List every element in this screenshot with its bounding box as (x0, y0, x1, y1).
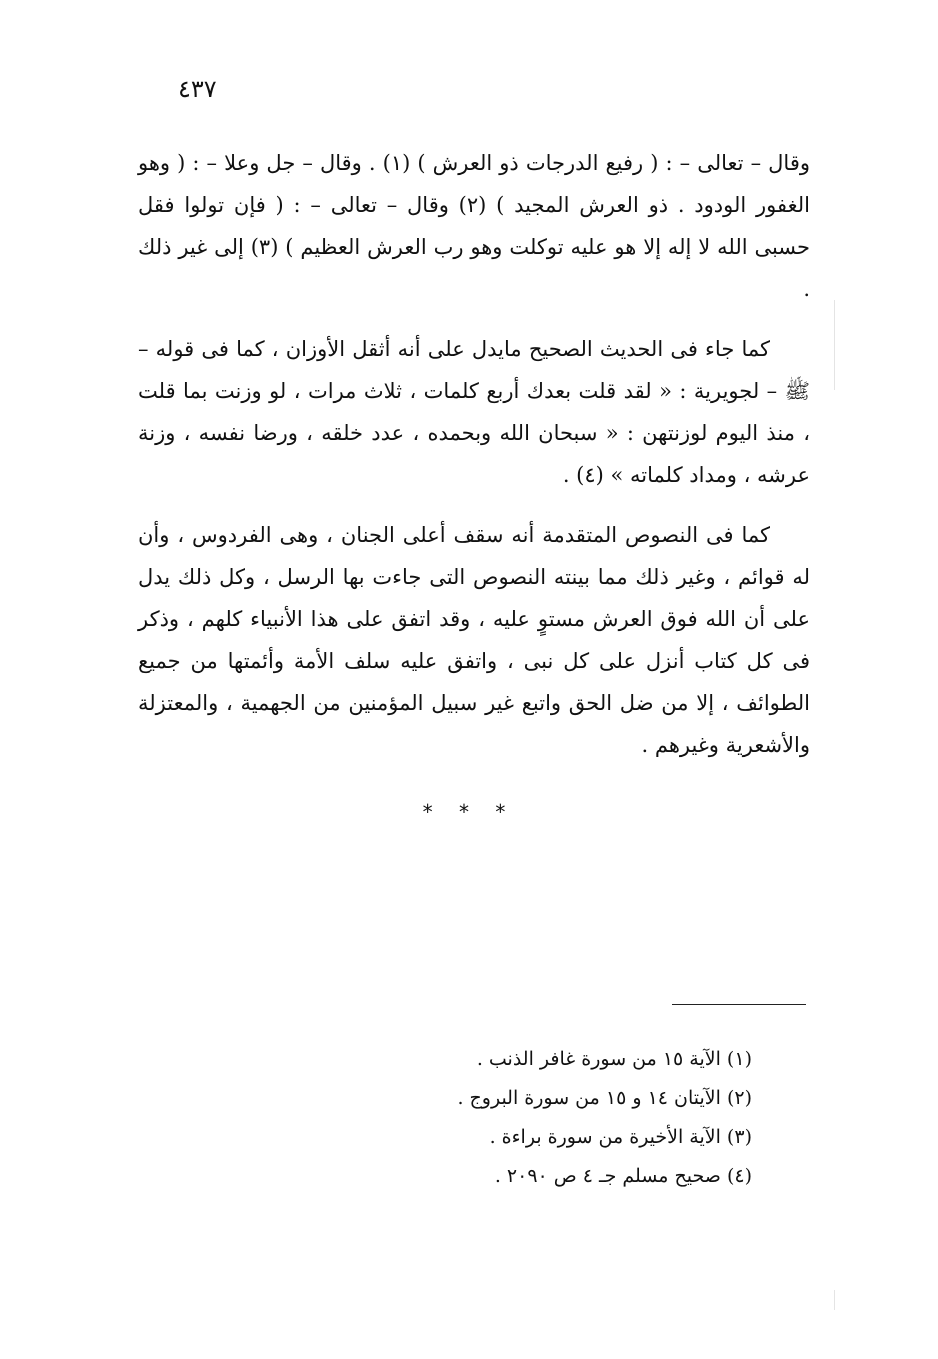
footnotes (200, 1040, 752, 1196)
footnote-4: (٤) صحيح مسلم جـ ٤ ص ٢٠٩٠ . (494, 1165, 752, 1187)
footnote-2: (٢) الآيتان ١٤ و ١٥ من سورة البروج . (457, 1087, 752, 1109)
footnote-3: (٣) الآية الأخيرة من سورة براءة . (489, 1126, 752, 1148)
scan-artifact (834, 1290, 835, 1310)
paragraph-hadith-juwayriya: كما جاء فى الحديث الصحيح مايدل على أنه أثقل الأوزان ، كما فى قوله – ﷺ – لجويرية : « لقد قلت بعدك أربع كلمات ، ثلاث مرات ، لو وزنت بما قلت ، منذ اليوم لوزنتهن : « سبحان الله وبحمده ، عدد خلقه ، ورضا نفسه ، وزنة عرشه ، ومداد كلماته » (٤) . (138, 337, 810, 487)
section-separator: * * * (422, 800, 516, 824)
footnote-divider (672, 1004, 806, 1005)
main-text (138, 142, 810, 784)
paragraph-throne-verses: وقال – تعالى – : ( رفيع الدرجات ذو العرش ) (١) . وقال – جل وعلا – : ( وهو الغفور الودود . ذو العرش المجيد ) (٢) وقال – تعالى – : ( فإن تولوا فقل حسبى الله لا إله إلا هو عليه توكلت وهو رب العرش العظيم ) (٣) إلى غير ذلك . (138, 151, 811, 301)
footnote-1: (١) الآية ١٥ من سورة غافر الذنب . (476, 1048, 752, 1070)
scan-artifact (834, 300, 835, 390)
paragraph-throne-consensus: كما فى النصوص المتقدمة أنه سقف أعلى الجنان ، وهى الفردوس ، وأن له قوائم ، وغير ذلك مما بينته النصوص التى جاءت بها الرسل ، وكل ذلك يدل على أن الله فوق العرش مستوٍ عليه ، وقد اتفق على هذا الأنبياء كلهم ، وذكر فى كل كتاب أنزل على كل نبى ، واتفق عليه سلف الأمة وأئمتها من جميع الطوائف ، إلا من ضل الحق واتبع غير سبيل المؤمنين من الجهمية ، والمعتزلة والأشعرية وغيرهم . (138, 523, 810, 757)
page-number: ٤٣٧ (178, 75, 217, 103)
